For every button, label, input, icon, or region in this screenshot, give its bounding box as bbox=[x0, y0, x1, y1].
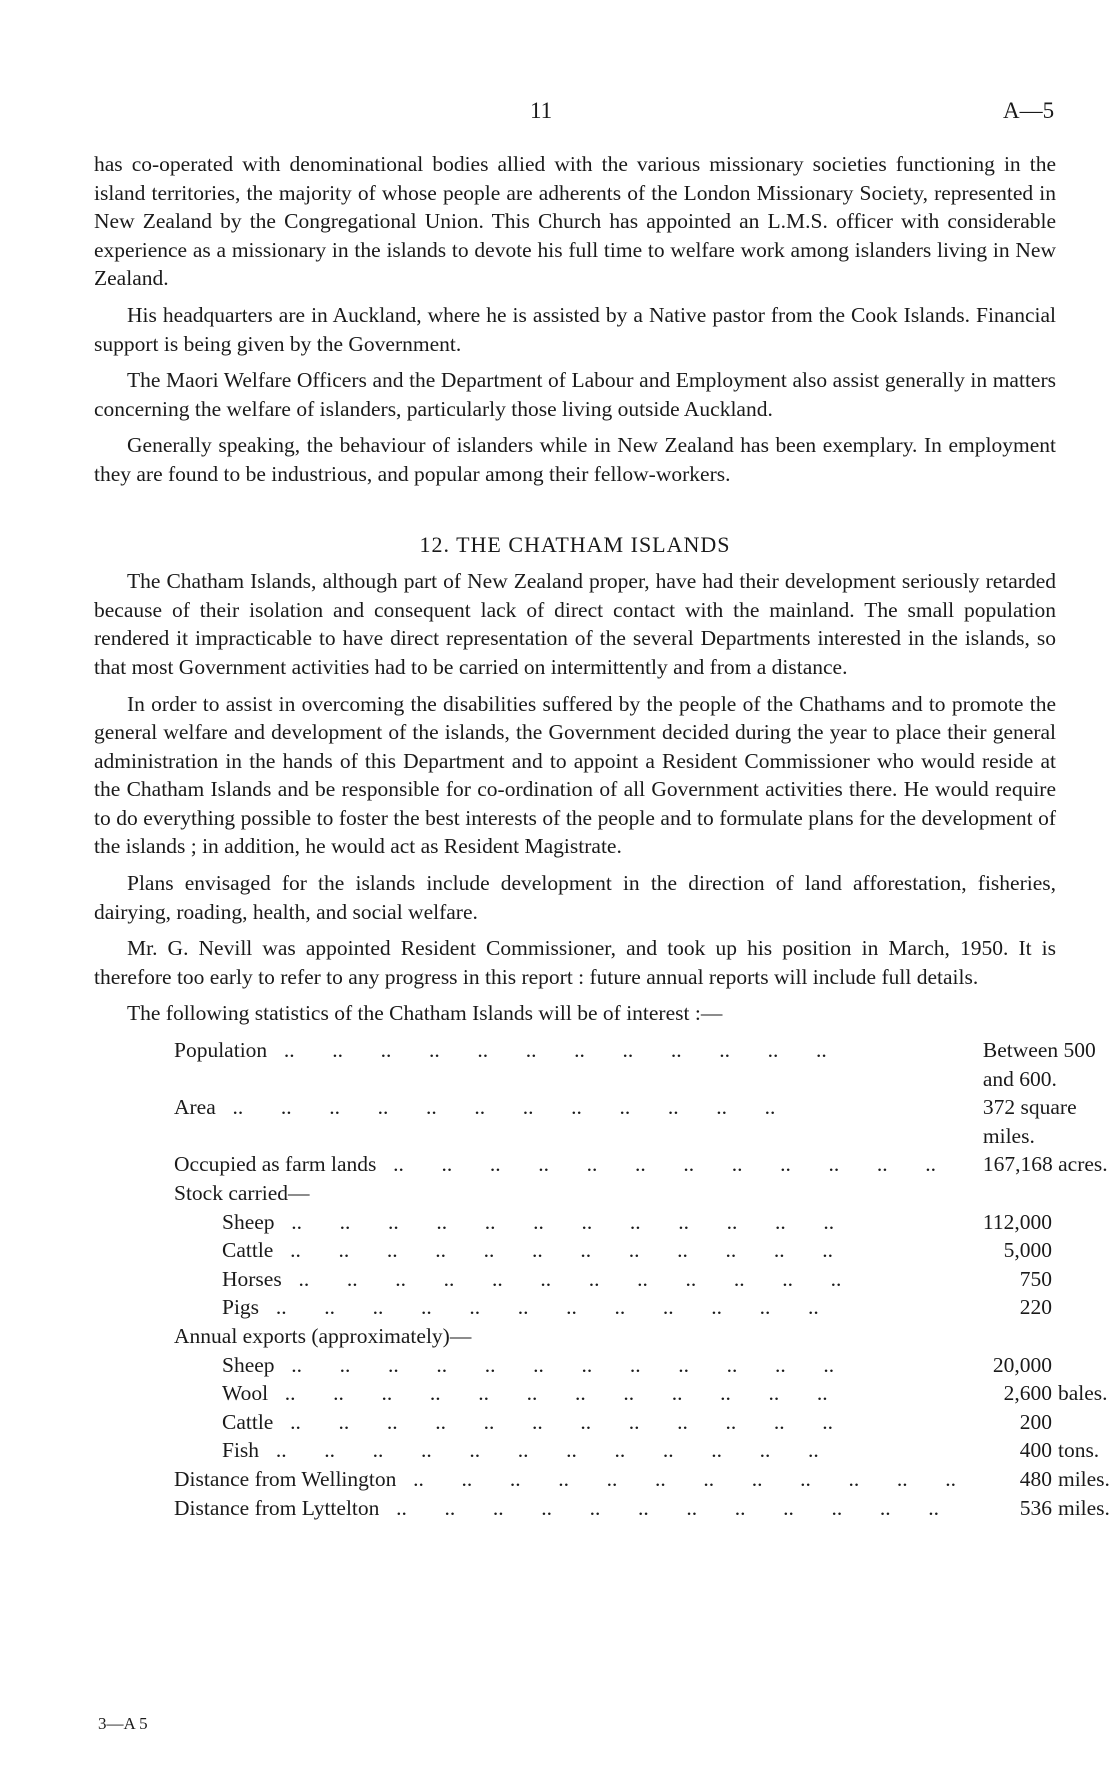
stat-label: Pigs bbox=[222, 1295, 265, 1319]
paragraph: The following statistics of the Chatham Islands will be of interest :— bbox=[127, 1001, 723, 1026]
stat-unit: bales. bbox=[1057, 1381, 1108, 1406]
section-heading: 12. THE CHATHAM ISLANDS bbox=[419, 531, 731, 557]
stat-number: 2,600 bbox=[1003, 1381, 1052, 1406]
leader-dots: .. .. .. .. .. .. .. .. .. .. .. .. bbox=[221, 1095, 803, 1120]
stat-group-heading: Annual exports (approximately)— bbox=[174, 1323, 472, 1348]
leader-dots: .. .. .. .. .. .. .. .. .. .. .. .. bbox=[280, 1209, 862, 1234]
stat-label: Distance from Wellington bbox=[174, 1467, 402, 1491]
stat-label: Cattle bbox=[222, 1238, 279, 1262]
paragraph: The Maori Welfare Officers and the Department of Labour and Employment also assist generally in matters concerning the welfare of islanders, particularly those living outside Auckland. bbox=[94, 368, 1056, 421]
stat-value: 372 square miles. bbox=[982, 1095, 1077, 1148]
leader-dots: .. .. .. .. .. .. .. .. .. .. .. .. bbox=[280, 1352, 862, 1377]
report-reference: A—5 bbox=[1003, 98, 1055, 123]
stat-row-stock bbox=[174, 1236, 1110, 1265]
stat-row-stock bbox=[174, 1293, 1110, 1322]
stat-unit bbox=[1052, 1265, 1110, 1294]
stat-unit bbox=[1052, 1236, 1110, 1265]
stat-label: Cattle bbox=[222, 1410, 279, 1434]
stat-row-stock bbox=[174, 1265, 1110, 1294]
stat-row-exports-heading bbox=[174, 1322, 1110, 1351]
stat-number: 400 bbox=[1019, 1438, 1052, 1463]
stat-row-exports bbox=[174, 1351, 1110, 1380]
stat-label: Horses bbox=[222, 1267, 288, 1291]
paragraph: Plans envisaged for the islands include development in the direction of land afforestation, fisheries, dairying, roading, health, and social welfare. bbox=[94, 871, 1056, 924]
stat-number: 220 bbox=[1019, 1295, 1052, 1320]
stat-number: 112,000 bbox=[982, 1209, 1052, 1234]
stat-row-population bbox=[174, 1036, 1110, 1093]
leader-dots: .. .. .. .. .. .. .. .. .. .. .. .. bbox=[274, 1381, 855, 1406]
leader-dots: .. .. .. .. .. .. .. .. .. .. .. .. bbox=[279, 1238, 860, 1263]
stat-row-exports bbox=[174, 1436, 1110, 1465]
page-header bbox=[0, 98, 1114, 132]
leader-dots: .. .. .. .. .. .. .. .. .. .. .. .. bbox=[382, 1152, 963, 1177]
leader-dots: .. .. .. .. .. .. .. .. .. .. .. .. bbox=[402, 1466, 983, 1491]
stat-number: 750 bbox=[1019, 1266, 1052, 1291]
stat-row-stock-heading bbox=[174, 1179, 1110, 1208]
paragraph: Mr. G. Nevill was appointed Resident Commissioner, and took up his position in March, 1950. It is therefore too early to refer to any progress in this report : future annual reports will include full details. bbox=[94, 936, 1056, 989]
stat-label: Area bbox=[174, 1095, 222, 1119]
stat-row-exports bbox=[174, 1408, 1110, 1437]
stat-row-area bbox=[174, 1093, 1110, 1150]
stat-label: Distance from Lyttelton bbox=[174, 1496, 385, 1520]
paragraph: In order to assist in overcoming the disabilities suffered by the people of the Chathams and to promote the general welfare and development of the islands, the Government decided during the year to place their general administration in the hands of this Department and to appoint a Resident Commissioner who would reside at the Chatham Islands and be responsible for co-ordination of all Government activities there. He would require to do everything possible to foster the best interests of the people and to formulate plans for the development of the islands ; in addition, he would act as Resident Magistrate. bbox=[94, 691, 1056, 859]
stat-row-distance-wellington bbox=[174, 1465, 1110, 1494]
stat-label: Occupied as farm lands bbox=[174, 1152, 382, 1176]
stat-label: Wool bbox=[222, 1381, 274, 1405]
stat-number: 480 bbox=[1019, 1466, 1052, 1491]
stat-unit: miles. bbox=[1057, 1466, 1110, 1491]
stat-row-exports bbox=[174, 1379, 1110, 1408]
leader-dots: .. .. .. .. .. .. .. .. .. .. .. .. bbox=[265, 1438, 846, 1463]
page-number: 11 bbox=[530, 98, 553, 123]
paragraph: The Chatham Islands, although part of New Zealand proper, have had their development seriously retarded because of their isolation and consequent lack of direct contact with the mainland. The small population rendered it impracticable to have direct representation of the several Departments interested in the islands, so that most Government activities had to be carried on intermittently and from a distance. bbox=[94, 569, 1056, 679]
paragraph: has co-operated with denominational bodies allied with the various missionary societies functioning in the island territories, the majority of whose people are adherents of the London Missionary Society, represented in New Zealand by the Congregational Union. This Church has appointed an L.M.S. officer with considerable experience as a missionary in the islands to devote his full time to welfare work among islanders living in New Zealand. bbox=[94, 152, 1056, 291]
stat-label: Sheep bbox=[222, 1353, 281, 1377]
stat-number: 5,000 bbox=[1003, 1238, 1052, 1263]
stat-group-heading: Stock carried— bbox=[174, 1181, 310, 1205]
stat-unit bbox=[1052, 1351, 1110, 1380]
stat-label: Sheep bbox=[222, 1210, 281, 1234]
leader-dots: .. .. .. .. .. .. .. .. .. .. .. .. bbox=[385, 1495, 966, 1520]
stat-label: Population bbox=[174, 1038, 273, 1062]
stat-unit bbox=[1052, 1293, 1110, 1322]
stat-value: Between 500 and 600. bbox=[982, 1038, 1096, 1091]
paragraph: His headquarters are in Auckland, where he is assisted by a Native pastor from the Cook Islands. Financial support is being given by the Government. bbox=[94, 302, 1056, 356]
stat-label: Fish bbox=[222, 1438, 265, 1462]
paragraph: Generally speaking, the behaviour of islanders while in New Zealand has been exemplary. In employment they are found to be industrious, and popular among their fellow-workers. bbox=[94, 433, 1056, 486]
leader-dots: .. .. .. .. .. .. .. .. .. .. .. .. bbox=[279, 1409, 860, 1434]
stat-unit: tons. bbox=[1057, 1438, 1100, 1463]
stat-number: 20,000 bbox=[992, 1352, 1052, 1377]
leader-dots: .. .. .. .. .. .. .. .. .. .. .. .. bbox=[287, 1266, 869, 1291]
stat-row-stock bbox=[174, 1208, 1110, 1237]
stat-unit bbox=[1052, 1408, 1110, 1437]
page-signature: 3—A 5 bbox=[98, 1714, 148, 1733]
stat-value: 167,168 acres. bbox=[982, 1152, 1108, 1177]
stat-number: 536 bbox=[1019, 1495, 1052, 1520]
body-text bbox=[94, 150, 1110, 1522]
leader-dots: .. .. .. .. .. .. .. .. .. .. .. .. bbox=[273, 1038, 854, 1063]
stat-number: 200 bbox=[1019, 1409, 1052, 1434]
leader-dots: .. .. .. .. .. .. .. .. .. .. .. .. bbox=[265, 1295, 846, 1320]
statistics-table bbox=[174, 1036, 1110, 1522]
stat-unit: miles. bbox=[1057, 1495, 1110, 1520]
stat-row-farm-lands bbox=[174, 1150, 1110, 1179]
stat-unit bbox=[1052, 1208, 1110, 1237]
stat-row-distance-lyttelton bbox=[174, 1494, 1110, 1523]
